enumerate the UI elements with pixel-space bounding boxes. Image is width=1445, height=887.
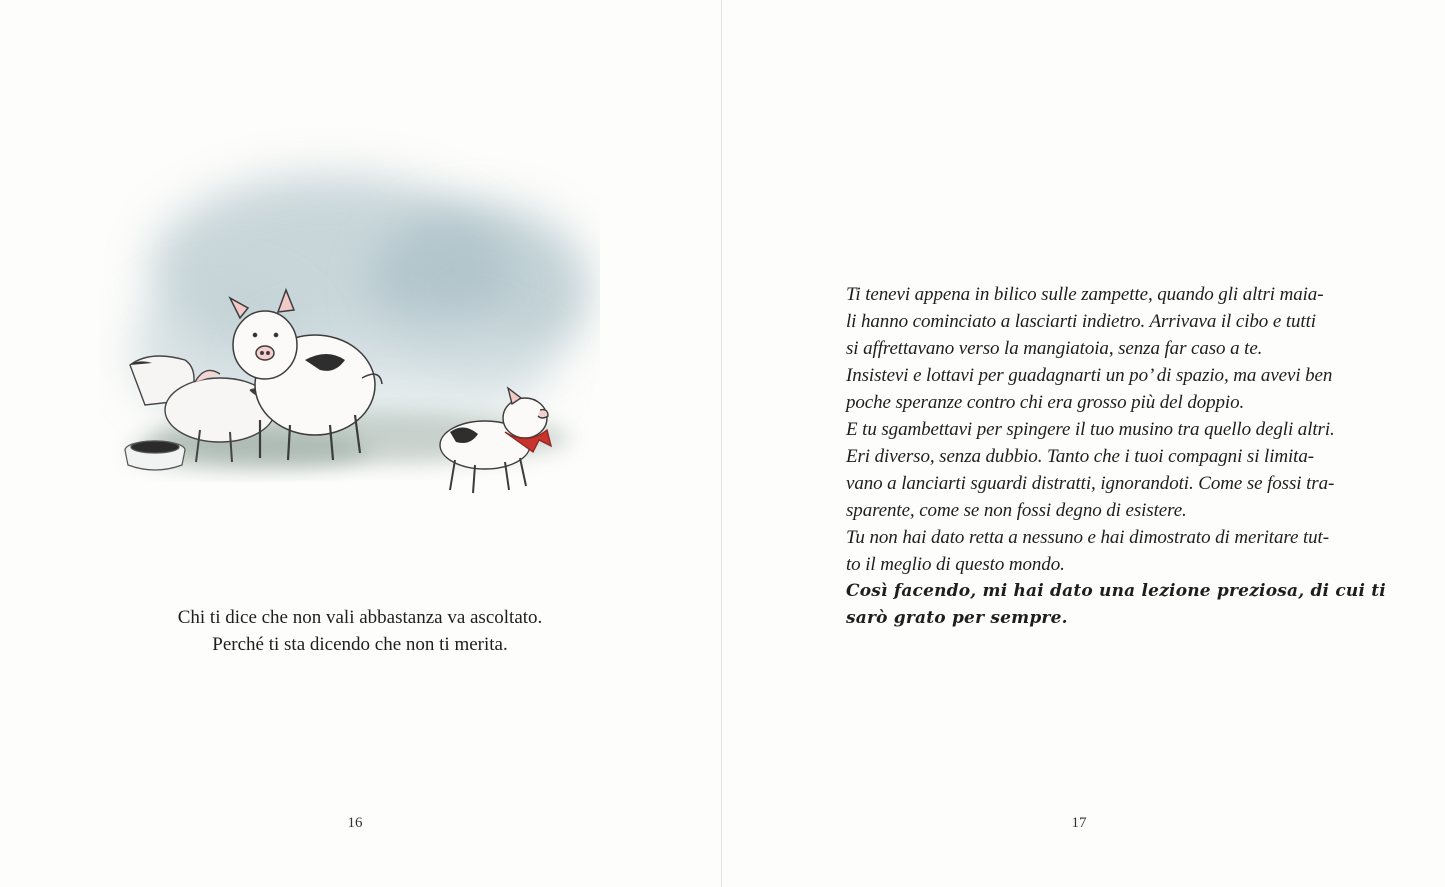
text-line: Tu non hai dato retta a nessuno e hai dimostrato di meritare tut- xyxy=(846,527,1329,548)
left-page-caption xyxy=(60,604,660,658)
page-number-left: 16 xyxy=(347,815,363,831)
left-page xyxy=(0,0,722,887)
text-line: vano a lanciarti sguardi distratti, ignorandoti. Come se fossi tra- xyxy=(846,473,1335,494)
text-line: Insistevi e lottavi per guadagnarti un po’ di spazio, ma avevi ben xyxy=(846,365,1333,386)
text-line: Ti tenevi appena in bilico sulle zampette, quando gli altri maia- xyxy=(846,284,1324,305)
right-page xyxy=(723,0,1445,887)
text-line: si affrettavano verso la mangiatoia, senza far caso a te. xyxy=(846,338,1263,359)
caption-line: Chi ti dice che non vali abbastanza va ascoltato. xyxy=(177,607,543,628)
text-line: li hanno cominciato a lasciarti indietro. Arrivava il cibo e tutti xyxy=(846,311,1316,332)
text-line: sparente, come se non fossi degno di esistere. xyxy=(846,500,1187,521)
caption-line: Perché ti sta dicendo che non ti merita. xyxy=(212,634,508,655)
text-line: E tu sgambettavi per spingere il tuo musino tra quello degli altri. xyxy=(846,419,1335,440)
body-text xyxy=(846,281,1386,632)
page-gutter xyxy=(721,0,722,887)
text-line: poche speranze contro chi era grosso più del doppio. xyxy=(846,392,1245,413)
food-bowl xyxy=(125,441,185,470)
text-line: Eri diverso, senza dubbio. Tanto che i tuoi compagni si limita- xyxy=(846,446,1314,467)
text-line: to il meglio di questo mondo. xyxy=(846,554,1065,575)
page-number-right: 17 xyxy=(1071,815,1087,831)
pigs-illustration xyxy=(100,120,600,520)
handwritten-line: sarò grato per sempre. xyxy=(846,608,1068,628)
handwritten-line: Così facendo, mi hai dato una lezione preziosa, di cui ti xyxy=(846,581,1386,601)
